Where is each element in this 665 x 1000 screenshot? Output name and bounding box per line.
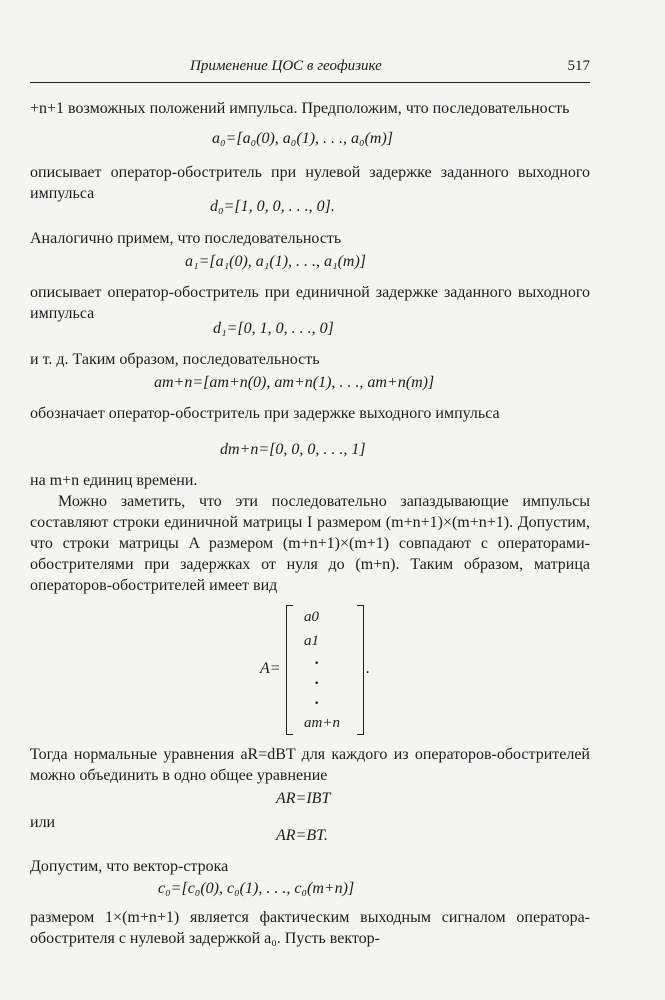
equation-a1: a₁=[a₁(0), a₁(1), . . ., a₁(m)]: [185, 253, 367, 270]
matrix-period: .: [366, 660, 370, 677]
matrix-A: [286, 605, 364, 735]
paragraph-3: Допустим, что вектор-строка: [30, 858, 229, 875]
paragraph-1: Можно заметить, что эти последовательно запаздывающие импульсы составляют строки единичной матрицы I размером (m+n+1)×(m+n+1). Допустим, что строки матрицы A размером (m+n+1)×(m+1) совпадают с операторами-обострителями при задержках от нуля до (m+n). Таким образом, матрица операторов-обострителей имеет вид: [30, 493, 590, 594]
matrix-lhs: A=: [260, 660, 281, 677]
text-line-4: описывает оператор-обостритель при единичной задержке заданного выходного импульса: [30, 284, 590, 322]
running-header: [30, 58, 590, 83]
text-line-1: +n+1 возможных положений импульса. Предположим, что последовательность: [30, 100, 570, 117]
text-line-5: и т. д. Таким образом, последовательность: [30, 351, 320, 368]
matrix-dot: ·: [314, 675, 320, 692]
paragraph-4: размером 1×(m+n+1) является фактическим выходным сигналом оператора-обострителя с нулевой задержкой a₀. Пусть вектор-: [30, 909, 590, 947]
equation-a0: a₀=[a₀(0), a₀(1), . . ., a₀(m)]: [212, 130, 394, 147]
text-line-6: обозначает оператор-обостритель при задержке выходного импульса: [30, 405, 500, 422]
matrix-row-amn: am+n: [304, 715, 340, 731]
text-line-2: описывает оператор-обостритель при нулевой задержке заданного выходного импульса: [30, 164, 590, 202]
page-number: 517: [567, 58, 590, 74]
matrix-row-a0: a0: [304, 609, 319, 625]
text-line-3: Аналогично примем, что последовательность: [30, 230, 342, 247]
text-line-7: на m+n единиц времени.: [30, 472, 198, 489]
matrix-dot: ·: [314, 655, 320, 672]
equation-dmn: dm+n=[0, 0, 0, . . ., 1]: [220, 441, 366, 458]
matrix-dot: ·: [314, 695, 320, 712]
paragraph-2: Тогда нормальные уравнения aR=dBT для каждого из операторов-обострителей можно объединить в одно общее уравнение: [30, 746, 590, 784]
equation-d0: d₀=[1, 0, 0, . . ., 0].: [210, 198, 335, 215]
equation-amn: am+n=[am+n(0), am+n(1), . . ., am+n(m)]: [154, 374, 435, 391]
equation-ar-2: AR=BT.: [276, 827, 328, 844]
matrix-left-bracket: [286, 605, 293, 735]
matrix-row-a1: a1: [304, 633, 319, 649]
matrix-right-bracket: [357, 605, 364, 735]
text-line-or: или: [30, 814, 56, 831]
header-title: Применение ЦОС в геофизике: [190, 58, 382, 74]
equation-c0: c₀=[c₀(0), c₀(1), . . ., c₀(m+n)]: [158, 880, 355, 897]
equation-ar-1: AR=IBT: [276, 790, 331, 807]
equation-d1: d₁=[0, 1, 0, . . ., 0]: [213, 320, 334, 337]
